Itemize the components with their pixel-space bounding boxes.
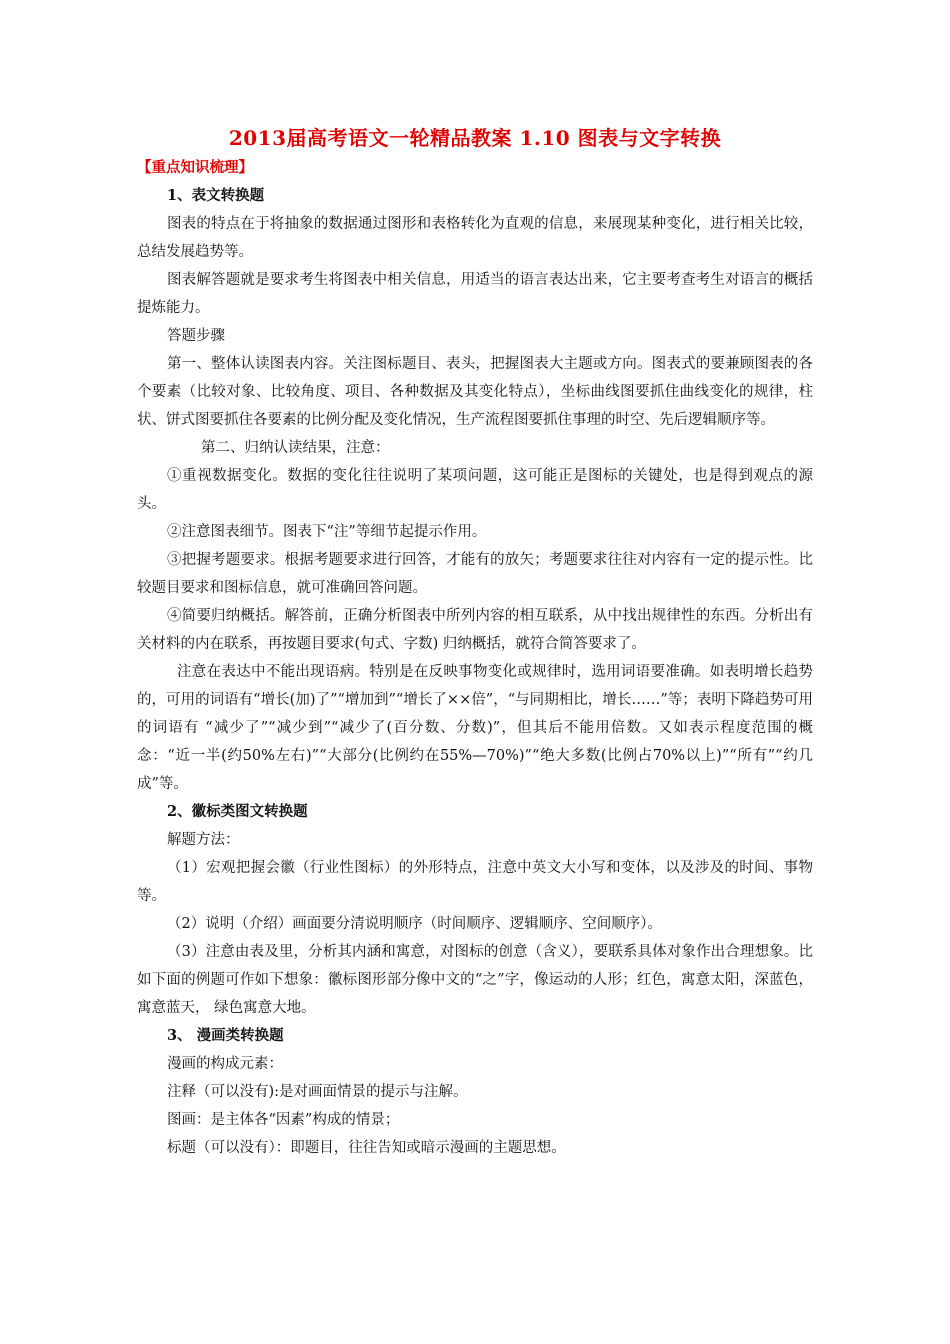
section-1-point-2: ②注意图表细节。图表下“注”等细节起提示作用。 (167, 524, 487, 540)
section-2-item-3: （3）注意由表及里，分析其内涵和寓意，对图标的创意（含义），要联系具体对象作出合理想象。比如下面的例题可作如下想象：徽标图形部分像中文的“之”字，像运动的人形；红色，寓意太阳，深蓝色，寓意蓝天， 绿色寓意大地。 (137, 944, 813, 1016)
section-3-element-annotation: 注释（可以没有):是对画面情景的提示与注解。 (167, 1084, 468, 1100)
section-3-elements-label: 漫画的构成元素： (167, 1056, 283, 1072)
section-1-point-4: ④简要归纳概括。解答前，正确分析图表中所列内容的相互联系，从中找出规律性的东西。分析出有关材料的内在联系，再按题目要求(句式、字数) 归纳概括，就符合简答要求了。 (137, 608, 813, 652)
section-2-item-2: （2）说明（介绍）画面要分清说明顺序（时间顺序、逻辑顺序、空间顺序）。 (167, 916, 662, 932)
section-3-element-title: 标题（可以没有）：即题目，往往告知或暗示漫画的主题思想。 (167, 1140, 566, 1156)
section-2-method-label: 解题方法： (167, 832, 240, 848)
section-2-item-1: （1）宏观把握会徽（行业性图标）的外形特点，注意中英文大小写和变体，以及涉及的时间、事物等。 (137, 860, 813, 904)
section-1-point-1: ①重视数据变化。数据的变化往往说明了某项问题，这可能正是图标的关键处，也是得到观点的源头。 (137, 468, 813, 512)
section-1-point-3: ③把握考题要求。根据考题要求进行回答，才能有的放矢；考题要求往往对内容有一定的提示性。比较题目要求和图标信息，就可准确回答问题。 (137, 552, 813, 596)
document-body (137, 118, 813, 1162)
section-3-element-picture: 图画：是主体各“因素”构成的情景； (167, 1112, 400, 1128)
section-1-steps-label: 答题步骤 (167, 328, 225, 344)
section-tag: 【重点知识梳理】 (137, 159, 253, 176)
section-1-step-2: 第二、归纳认读结果，注意： (201, 440, 390, 456)
section-2-heading: 2、徽标类图文转换题 (167, 803, 308, 820)
section-1-paragraph-1: 图表的特点在于将抽象的数据通过图形和表格转化为直观的信息，来展现某种变化，进行相关比较，总结发展趋势等。 (137, 216, 813, 260)
section-1-heading: 1、表文转换题 (167, 187, 265, 204)
section-1-paragraph-2: 图表解答题就是要求考生将图表中相关信息，用适当的语言表达出来，它主要考查考生对语言的概括提炼能力。 (137, 272, 813, 316)
document-title: 2013届高考语文一轮精品教案 1.10 图表与文字转换 (228, 126, 722, 150)
section-3-heading: 3、 漫画类转换题 (167, 1027, 284, 1044)
section-1-step-1: 第一、整体认读图表内容。关注图标题目、表头，把握图表大主题或方向。图表式的要兼顾图表的各个要素（比较对象、比较角度、项目、各种数据及其变化特点），坐标曲线图要抓住曲线变化的规律，柱状、饼式图要抓住各要素的比例分配及变化情况，生产流程图要抓住事理的时空、先后逻辑顺序等。 (137, 356, 813, 428)
section-1-note: 注意在表达中不能出现语病。特别是在反映事物变化或规律时，选用词语要准确。如表明增长趋势的，可用的词语有“增长(加)了”“增加到”“增长了××倍”，“与同期相比，增长……”等；表明下降趋势可用的词语有 “减少了”“减少到”“减少了(百分数、分数)”，但其后不能用倍数。又如表示程度范围的概念：“近一半(约50%左右)”“大部分(比例约在55%—70%)”“绝大多数(比例占70%以上)”“所有”“约几成”等。 (137, 664, 813, 792)
